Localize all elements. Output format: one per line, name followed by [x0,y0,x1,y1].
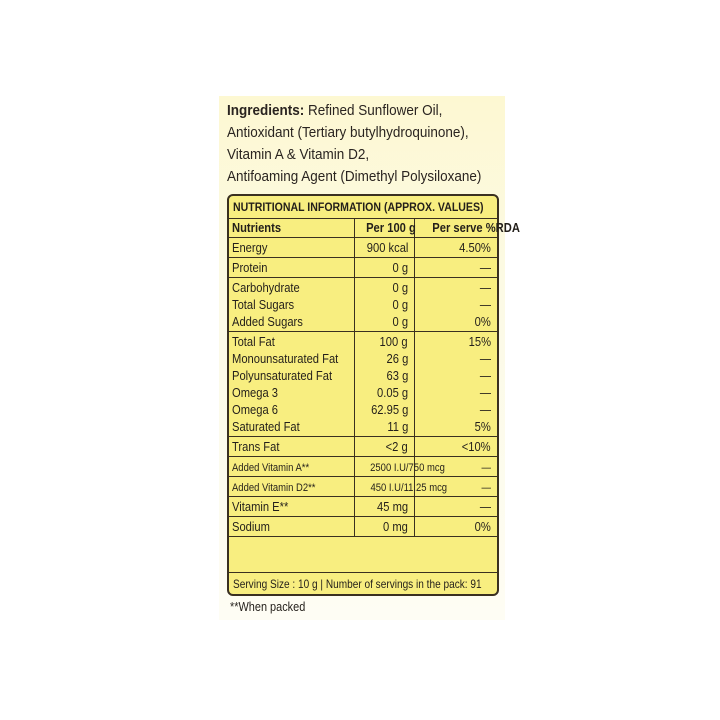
nutrition-table [227,194,520,596]
nutrient-name: Monounsaturated Fat [232,351,339,366]
per-100g-value-cell [355,517,415,536]
nutrient-name: Saturated Fat [232,419,300,434]
ingredients-text: Refined Sunflower Oil, [304,102,443,119]
nutrient-name-cell [229,238,355,257]
nutrient-name: Trans Fat [232,439,280,454]
rda-value: — [479,499,491,514]
ingredients-line-4: Antifoaming Agent (Dimethyl Polysiloxane) [227,168,482,185]
nutrient-name-cell [229,278,355,331]
per-100g-value: 45 mg [376,499,408,514]
per-100g-value: 0 g [392,297,408,312]
per-100g-value: 0.05 g [376,385,408,400]
nutrient-name: Added Vitamin A** [232,462,310,474]
table-row [229,497,497,517]
nutrient-name: Omega 6 [232,402,278,417]
rda-value: 5% [474,419,491,434]
per-100g-value-cell [355,477,448,496]
per-100g-value: <2 g [385,439,408,454]
rda-value: <10% [462,439,491,454]
per-100g-value-cell [355,437,415,456]
per-100g-value: 63 g [386,368,408,383]
table-header-row [229,218,520,238]
nutrient-name: Protein [232,260,268,275]
per-100g-value: 0 g [392,280,408,295]
table-row [229,332,497,437]
nutrition-grid [229,218,520,537]
nutrient-name-cell [229,258,355,277]
nutrient-name: Energy [232,240,268,255]
per-100g-value: 62.95 g [370,402,408,417]
per-100g-value-cell [355,332,415,436]
rda-value: 0% [474,314,491,329]
header-per-100g-text: Per 100 g [366,220,416,235]
rda-value-cell [415,238,497,257]
rda-value: — [481,482,491,494]
rda-value-cell [415,258,497,277]
serving-footer [229,572,497,594]
table-row [229,238,497,258]
rda-value: — [479,402,491,417]
per-100g-value: 100 g [380,334,408,349]
rda-value-cell [415,497,497,516]
rda-value-cell [415,278,497,331]
rda-value: — [481,462,491,474]
nutrient-name-cell [229,497,355,516]
nutrient-name: Vitamin E** [232,499,289,514]
nutrient-name: Polyunsaturated Fat [232,368,333,383]
per-100g-value: 0 g [392,260,408,275]
ingredients-line-1 [227,100,479,122]
per-100g-value: 0 mg [383,519,408,534]
rda-value: — [479,280,491,295]
rda-value: — [479,297,491,312]
nutrient-name: Omega 3 [232,385,278,400]
per-100g-value: 0 g [392,314,408,329]
nutrient-name-cell [229,437,355,456]
footnote: **When packed [230,599,306,614]
nutrient-name: Carbohydrate [232,280,300,295]
rda-value: 4.50% [459,240,491,255]
per-100g-value-cell [355,457,445,476]
nutrient-name: Added Vitamin D2** [232,482,316,494]
rda-value: — [479,260,491,275]
table-row [229,477,497,497]
table-row [229,437,497,457]
header-nutrients [229,218,355,237]
header-rda-text: Per serve %RDA [432,220,520,235]
nutrient-name-cell [229,477,355,496]
nutrition-title [229,196,497,219]
ingredients-heading: Ingredients: [227,102,305,119]
per-100g-value: 2500 I.U/750 mcg [370,462,445,474]
nutrient-name-cell [229,517,355,536]
table-row [229,517,497,537]
nutrient-name-cell [229,457,355,476]
per-100g-value-cell [355,258,415,277]
per-100g-value: 11 g [387,419,408,434]
header-nutrients-text: Nutrients [232,220,282,235]
nutrition-title-text: NUTRITIONAL INFORMATION (APPROX. VALUES) [233,200,484,214]
rda-value: — [479,351,491,366]
per-100g-value-cell [355,238,415,257]
ingredients-block [227,100,482,188]
ingredients-line-2: Antioxidant (Tertiary butylhydroquinone), [227,124,469,141]
rda-value-cell [415,517,497,536]
per-100g-value: 450 I.U/11.25 mcg [370,482,448,494]
table-row [229,278,497,332]
serving-footer-text: Serving Size : 10 g | Number of servings in the pack: 91 [233,577,482,591]
per-100g-value-cell [355,278,415,331]
rda-value: 15% [468,334,491,349]
per-100g-value-cell [355,497,415,516]
per-100g-value: 26 g [386,351,408,366]
nutrient-name: Total Sugars [232,297,295,312]
rda-value: — [479,385,491,400]
rda-value-cell [415,437,497,456]
per-100g-value: 900 kcal [366,240,408,255]
nutrient-name: Total Fat [232,334,275,349]
nutrient-name-cell [229,332,355,436]
rda-value-cell [415,332,497,436]
ingredients-line-3: Vitamin A & Vitamin D2, [227,146,370,163]
table-row [229,258,497,278]
nutrient-name: Sodium [232,519,270,534]
rda-value: — [479,368,491,383]
nutrient-name: Added Sugars [232,314,303,329]
rda-value: 0% [474,519,491,534]
header-per-100g [355,218,415,237]
header-rda [415,218,520,237]
table-row [229,457,497,477]
